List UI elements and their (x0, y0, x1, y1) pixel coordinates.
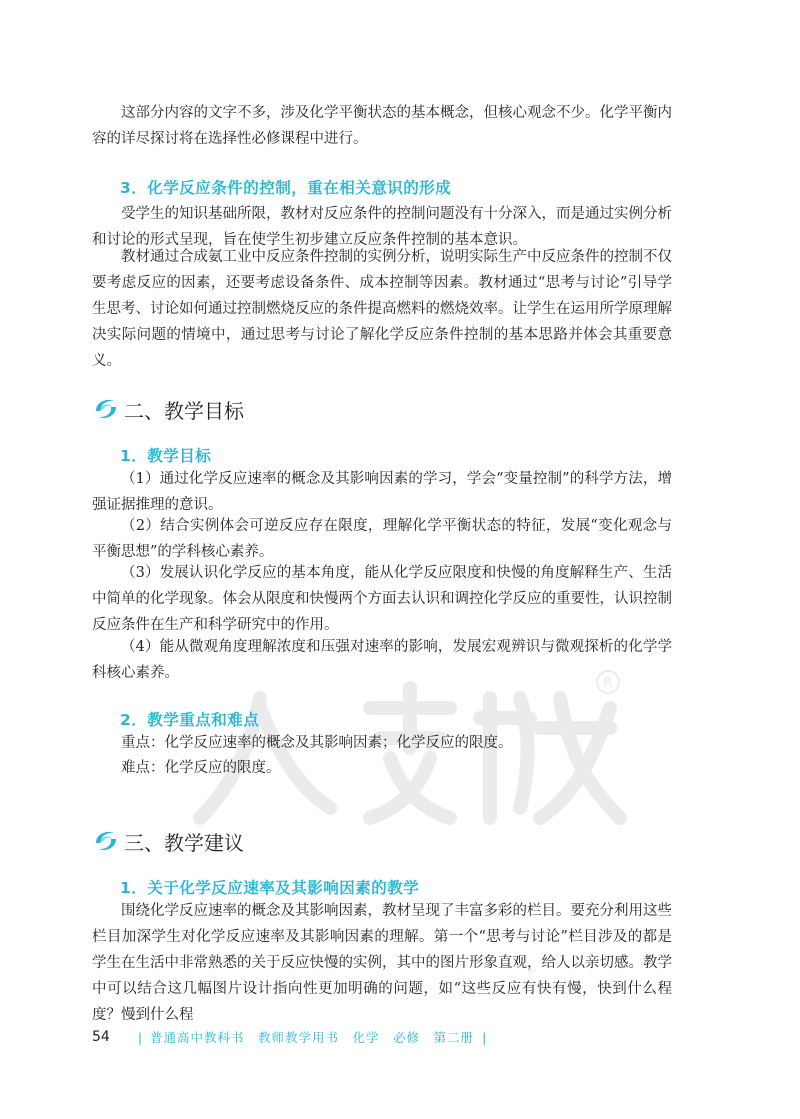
difficulty-text: 难点：化学反应的限度。 (121, 760, 281, 776)
book-title: 普通高中教科书 教师教学用书 化学 必修 第二册 (150, 1030, 475, 1045)
paragraph-condition-1: 受学生的知识基础所限，教材对反应条件的控制问题没有十分深入，而是通过实例分析和讨论的形式呈现，旨在使学生初步建立反应条件控制的基本意识。 (92, 206, 672, 248)
footer-divider: | (137, 1029, 143, 1045)
key-point-text: 重点：化学反应速率的概念及其影响因素；化学反应的限度。 (121, 735, 513, 751)
subheading-reaction-rate: 1．关于化学反应速率及其影响因素的教学 (120, 879, 420, 897)
paragraph-reaction-rate: 围绕化学反应速率的概念及其影响因素，教材呈现了丰富多彩的栏目。要充分利用这些栏目加深学生对化学反应速率及其影响因素的理解。第一个“思考与讨论”栏目涉及的都是学生在生活中非常熟悉的关于反应快慢的实例，其中的图片形象直观，给人以亲切感。教学中可以结合这几幅图片设计指向性更加明确的问题，如“这些反应有快有慢，快到什么程度？慢到什么程 (92, 903, 672, 1023)
footer-divider: | (482, 1029, 487, 1045)
section-teaching-goals-header (92, 394, 244, 424)
paragraph-condition-2: 教材通过合成氨工业中反应条件控制的实例分析，说明实际生产中反应条件的控制不仅要考虑反应的因素，还要考虑设备条件、成本控制等因素。教材通过“思考与讨论”引导学生思考、讨论如何通过控制燃烧反应的条件提高燃料的燃烧效率。让学生在运用所学原理解决实际问题的情境中，通过思考与讨论了解化学反应条件控制的基本思路并体会其重要意义。 (92, 249, 672, 369)
swirl-icon (92, 395, 120, 423)
intro-paragraph: 这部分内容的文字不多，涉及化学平衡状态的基本概念，但核心观念不少。化学平衡内容的详尽探讨将在选择性必修课程中进行。 (92, 105, 672, 147)
subheading-teaching-goals: 1．教学目标 (120, 447, 212, 465)
section-teaching-suggestions-header (92, 826, 244, 856)
goal-item-3: （3）发展认识化学反应的基本角度，能从化学反应限度和快慢的角度解释生产、生活中简单的化学现象。体会从限度和快慢两个方面去认识和调控化学反应的重要性，认识控制反应条件在生产和科学研究中的作用。 (92, 565, 672, 633)
page-footer (92, 1028, 494, 1046)
subheading-key-points: 2．教学重点和难点 (120, 711, 260, 729)
page-number: 54 (92, 1029, 110, 1045)
goal-item-1: （1）通过化学反应速率的概念及其影响因素的学习，学会“变量控制”的科学方法，增强证据推理的意识。 (92, 471, 672, 513)
goal-item-2: （2）结合实例体会可逆反应存在限度，理解化学平衡状态的特征，发展“变化观念与平衡思想”的学科核心素养。 (92, 518, 672, 560)
goal-item-4: （4）能从微观角度理解浓度和压强对速率的影响，发展宏观辨识与微观探析的化学学科核心素养。 (92, 639, 672, 681)
section-title: 二、教学目标 (124, 398, 244, 423)
swirl-icon (92, 827, 120, 855)
subheading-condition-control: 3．化学反应条件的控制，重在相关意识的形成 (120, 179, 452, 197)
section-title: 三、教学建议 (124, 830, 244, 855)
svg-text:R: R (603, 676, 613, 691)
